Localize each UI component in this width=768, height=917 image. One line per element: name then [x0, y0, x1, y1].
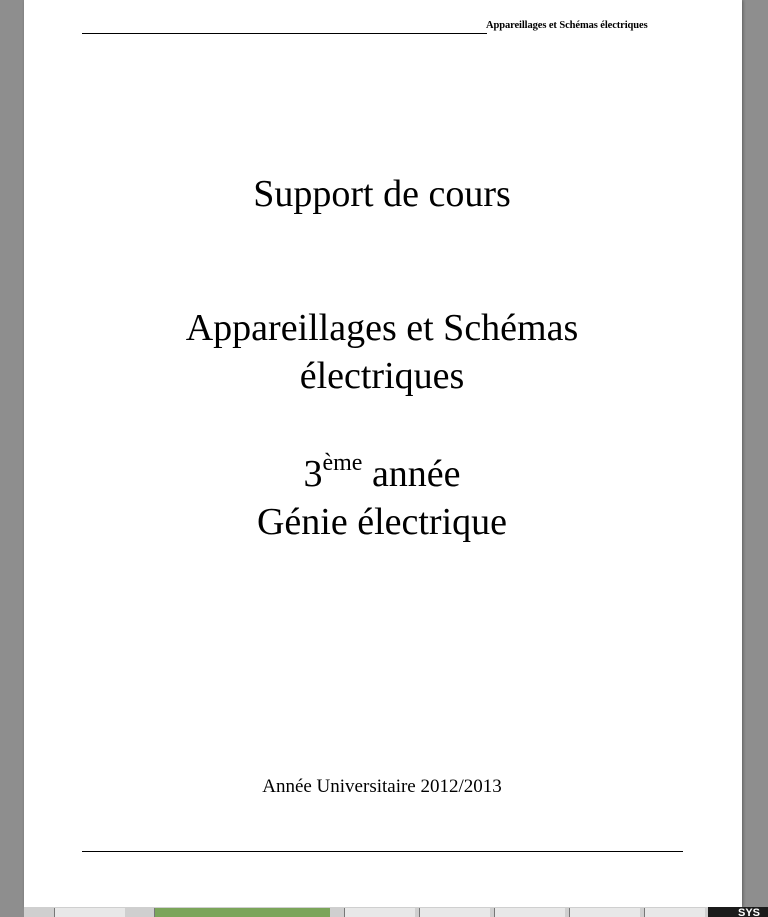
running-header: Appareillages et Schémas électriques: [486, 20, 648, 31]
page-thumbnail[interactable]: [344, 908, 415, 917]
department-name: Génie électrique: [256, 501, 508, 543]
system-corner-label: SYS: [708, 907, 768, 917]
page-thumbnail[interactable]: [54, 908, 125, 917]
footer-rule: [82, 851, 683, 852]
page-thumbnail[interactable]: [154, 908, 330, 917]
cover-title: Support de cours: [253, 173, 511, 215]
course-title-line1: Appareillages et Schémas: [185, 307, 579, 349]
header-rule: [82, 33, 487, 34]
page-thumbnail[interactable]: [644, 908, 705, 917]
level-word: année: [371, 453, 461, 495]
thumbnail-strip: [24, 907, 768, 917]
level-superscript: ème: [322, 450, 363, 476]
level-number: 3: [303, 453, 323, 495]
course-title-line2: électriques: [299, 355, 465, 397]
page-thumbnail[interactable]: [569, 908, 640, 917]
page-thumbnail[interactable]: [419, 908, 490, 917]
study-level: [24, 450, 740, 498]
page-thumbnail[interactable]: [494, 908, 565, 917]
academic-year: Année Universitaire 2012/2013: [262, 776, 502, 797]
document-page: [24, 0, 742, 907]
